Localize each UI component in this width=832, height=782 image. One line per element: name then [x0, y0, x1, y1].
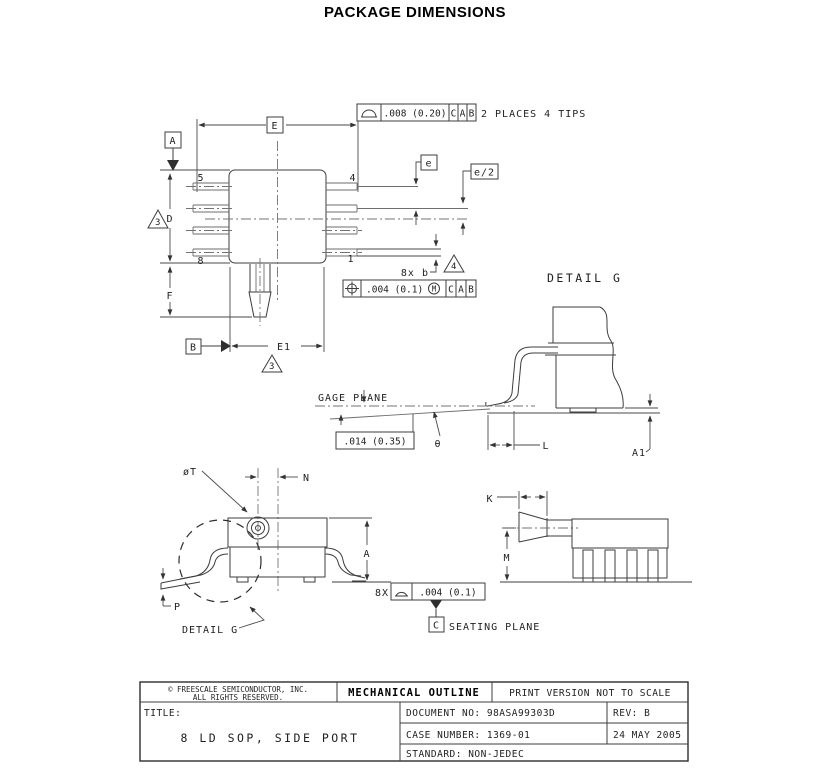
detail-g-ref-label: DETAIL G [182, 625, 239, 636]
document-number: DOCUMENT NO: 98ASA99303D [406, 708, 556, 719]
seating-fcf-value: .004 (0.1) [419, 587, 477, 599]
seating-count-label: 8X [374, 588, 389, 599]
fcf-tips-value: .008 (0.20) [383, 108, 447, 120]
dim-E1-label: E1 [276, 342, 292, 353]
gage-offset-value: .014 (0.35) [343, 436, 407, 448]
dim-theta-label: θ [434, 439, 442, 450]
fcf-tips-note: 2 PLACES 4 TIPS [481, 109, 587, 120]
datum-c-label: C [432, 620, 441, 632]
dim-e-label: e [425, 158, 433, 170]
dim-K-label: K [486, 494, 494, 505]
datum-b-label: B [189, 342, 198, 354]
title-label: TITLE: [144, 708, 182, 719]
copyright-line-2: ALL RIGHTS RESERVED. [192, 693, 284, 702]
fcf-pos-value: .004 (0.1) [366, 284, 424, 296]
drawing-title: 8 LD SOP, SIDE PORT [180, 731, 360, 745]
mechanical-outline-label: MECHANICAL OUTLINE [348, 687, 480, 699]
pin-number-1: 1 [347, 254, 355, 265]
dim-M-label: M [503, 553, 511, 564]
page-title: PACKAGE DIMENSIONS [323, 4, 507, 21]
note-3-bottom-label: 3 [269, 362, 275, 372]
title-block [140, 682, 688, 761]
revision-date: 24 MAY 2005 [613, 730, 682, 741]
note-4-label: 4 [451, 262, 457, 272]
case-number: CASE NUMBER: 1369-01 [406, 730, 531, 741]
fcf-position [343, 280, 476, 297]
fcf-tips-datum-c: C [450, 108, 457, 120]
fcf-pos-datum-a: A [458, 284, 464, 296]
pin-number-8: 8 [197, 256, 205, 267]
dim-A-label: A [363, 549, 371, 560]
dim-E-label: E [271, 121, 279, 132]
seating-plane-label: SEATING PLANE [449, 622, 541, 633]
scale-note: PRINT VERSION NOT TO SCALE [509, 688, 671, 699]
dim-e-half-label: e/2 [473, 167, 496, 179]
datum-a-label: A [169, 136, 177, 147]
dim-b-label: 8x b [400, 268, 429, 279]
copyright-line-1: © FREESCALE SEMICONDUCTOR, INC. [168, 685, 308, 694]
fcf-tips-datum-b: B [468, 108, 475, 120]
standard: STANDARD: NON-JEDEC [406, 749, 525, 760]
fcf-pos-datum-b: B [468, 284, 474, 296]
dim-N-label: N [303, 473, 311, 484]
dim-P-label: P [174, 602, 182, 613]
detail-g-title: DETAIL G [547, 271, 623, 285]
pin-number-4: 4 [349, 173, 357, 184]
fcf-pos-datum-c: C [448, 284, 454, 296]
note-3-left-label: 3 [155, 218, 161, 228]
gage-plane-label: GAGE PLANE [318, 393, 389, 404]
mmc-modifier-label: M [431, 284, 437, 294]
dim-T-label: øT [183, 467, 198, 478]
dim-D-label: D [166, 214, 174, 225]
dim-F-label: F [166, 291, 174, 302]
fcf-tips-datum-a: A [459, 108, 466, 120]
dim-A1-label: A1 [631, 448, 646, 459]
pin-number-5: 5 [197, 173, 205, 184]
dim-L-label: L [542, 441, 550, 452]
revision: REV: B [613, 708, 651, 719]
